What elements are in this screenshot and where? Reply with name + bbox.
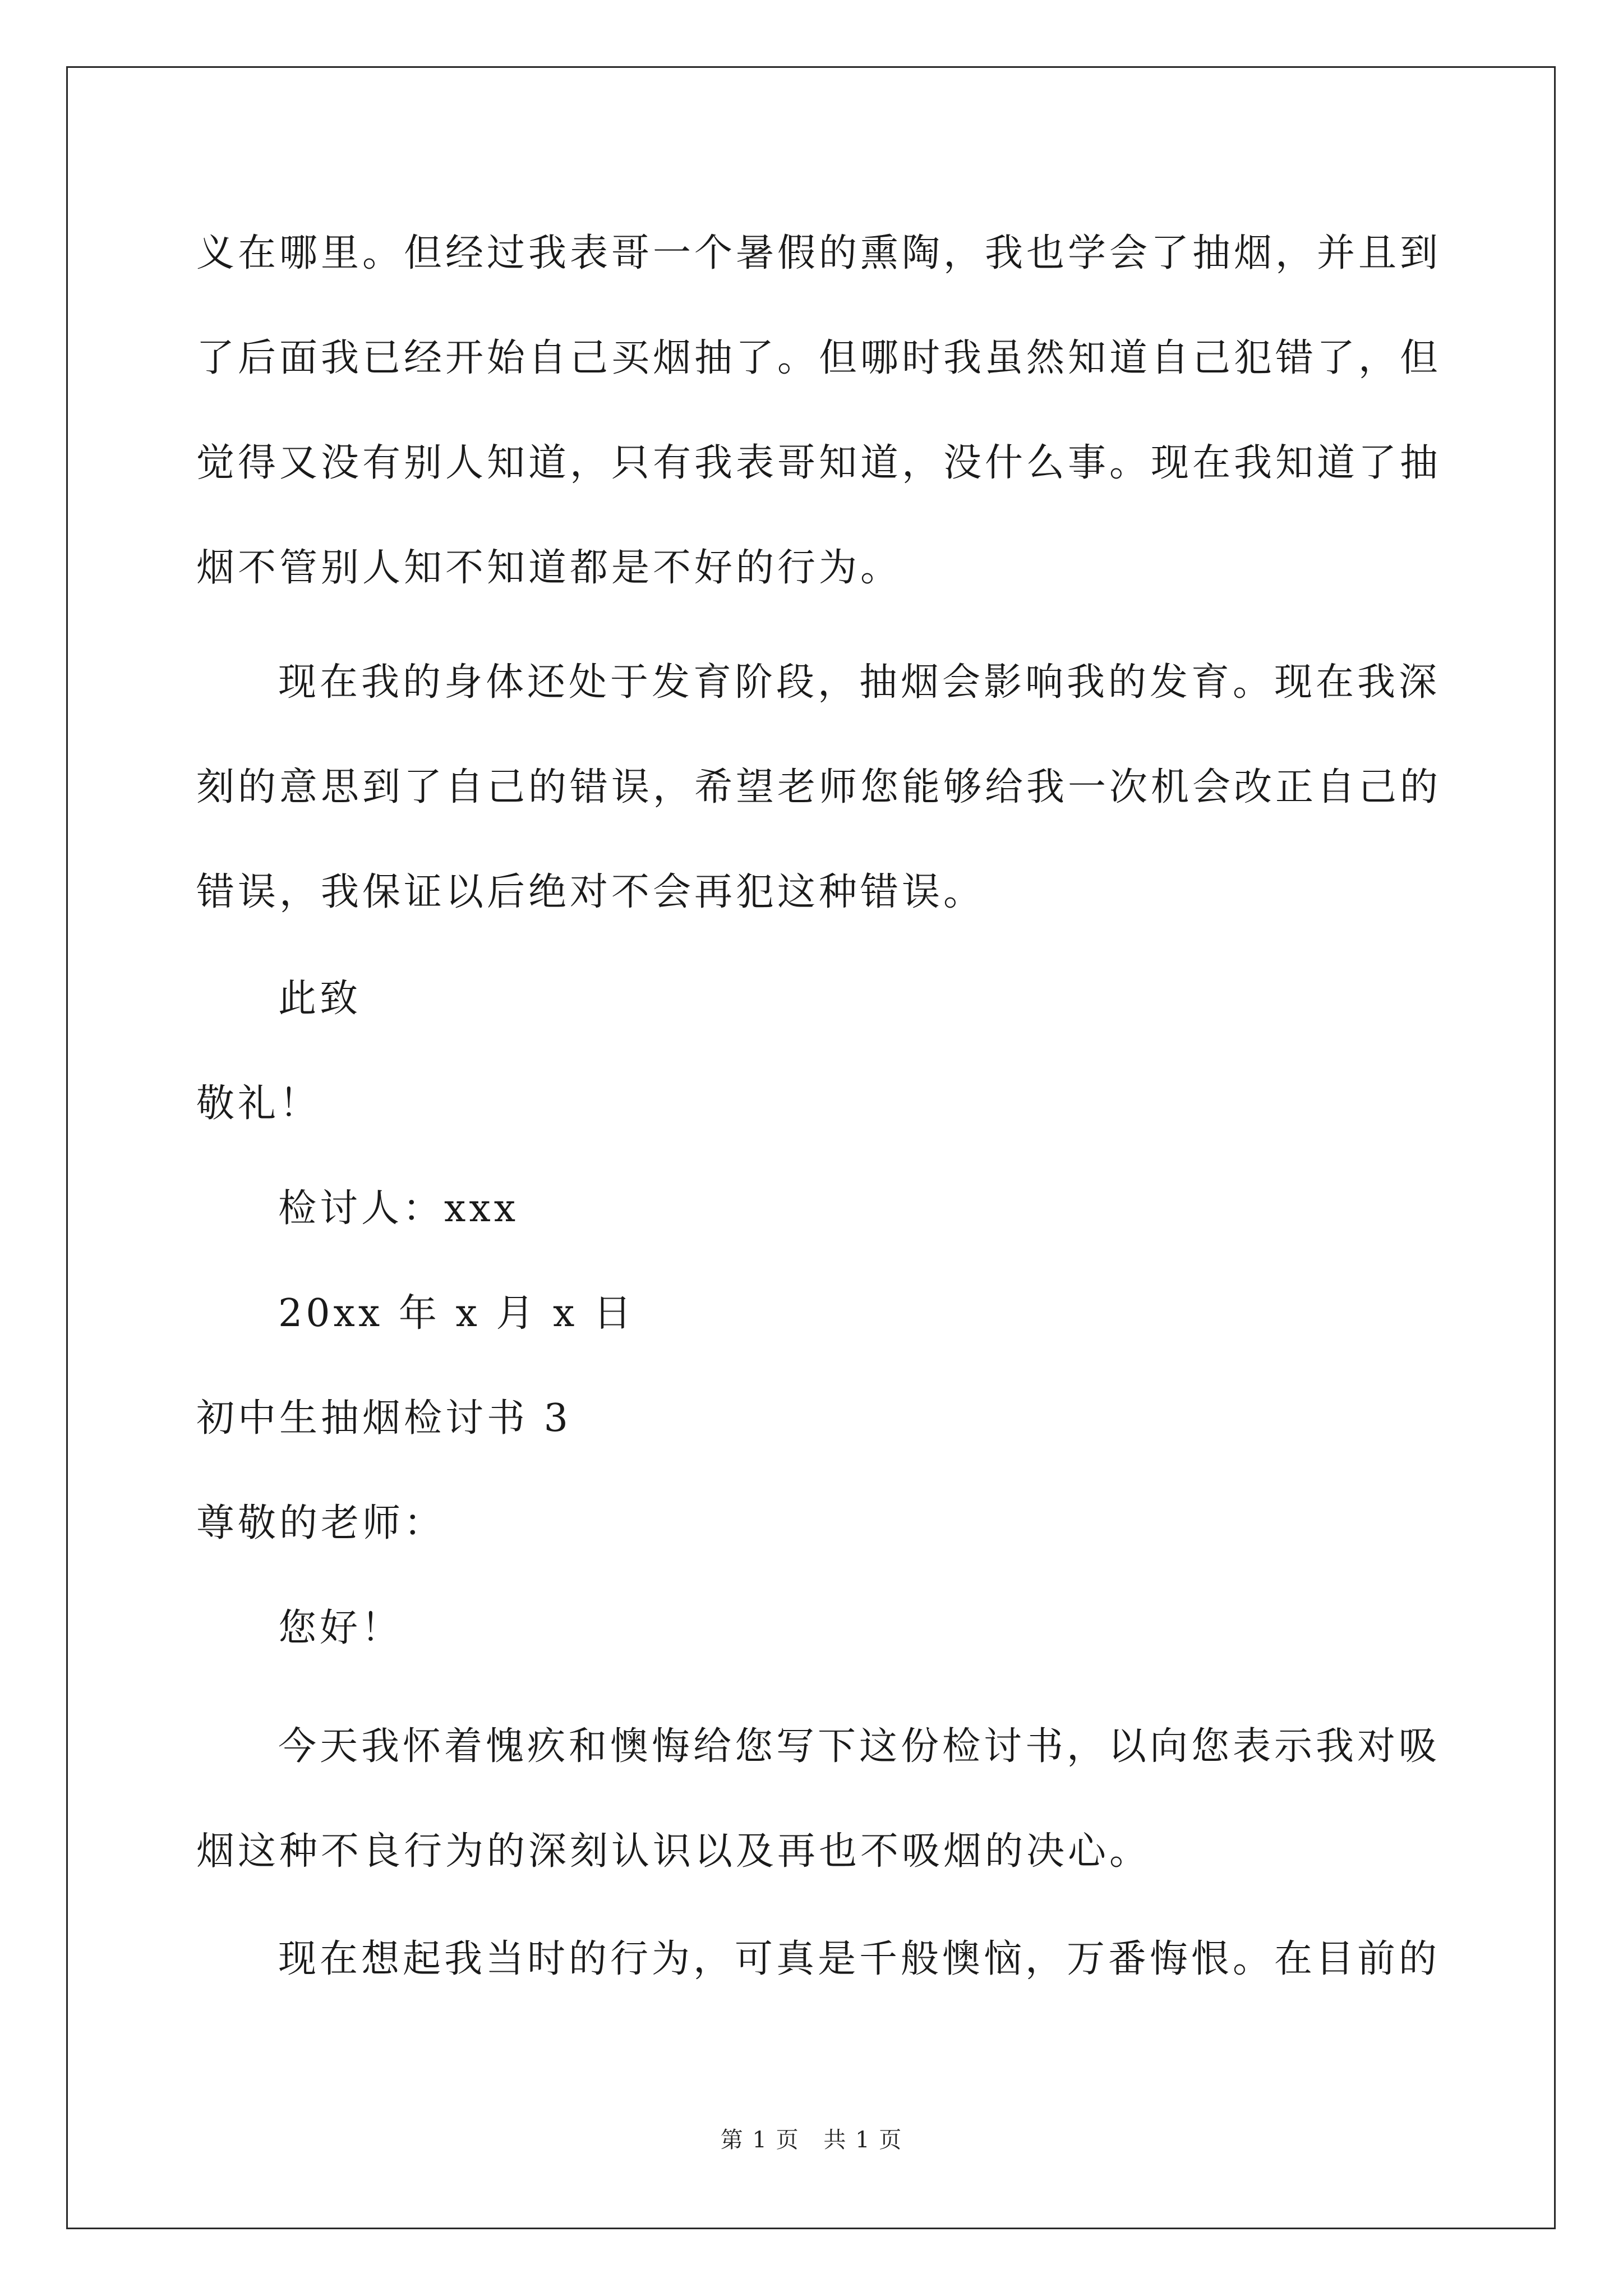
paragraph-line: 现在我的身体还处于发育阶段，抽烟会影响我的发育。现在我深 [278, 660, 1441, 705]
section-title: 初中生抽烟检讨书 3 [196, 1396, 571, 1441]
page-number: 第 1 页 [720, 2127, 800, 2153]
paragraph-line: 现在想起我当时的行为，可真是千般懊恼，万番悔恨。在目前的 [278, 1937, 1441, 1981]
date-line: 20xx 年 x 月 x 日 [278, 1291, 635, 1336]
paragraph-line: 了后面我已经开始自己买烟抽了。但哪时我虽然知道自己犯错了，但 [196, 336, 1442, 380]
paragraph-line: 刻的意思到了自己的错误，希望老师您能够给我一次机会改正自己的 [196, 765, 1442, 809]
page-total: 共 1 页 [823, 2127, 903, 2153]
closing-salutation: 此致 [278, 977, 362, 1021]
paragraph-line: 今天我怀着愧疚和懊悔给您写下这份检讨书，以向您表示我对吸 [278, 1724, 1441, 1769]
paragraph-line: 觉得又没有别人知道，只有我表哥知道，没什么事。现在我知道了抽 [196, 441, 1442, 485]
paragraph-line: 烟不管别人知不知道都是不好的行为。 [196, 546, 902, 590]
greeting: 您好！ [278, 1606, 403, 1650]
page-border [66, 66, 1556, 2229]
paragraph-line: 错误，我保证以后绝对不会再犯这种错误。 [196, 870, 985, 914]
greeting-addressee: 尊敬的老师： [196, 1501, 446, 1545]
paragraph-line: 义在哪里。但经过我表哥一个暑假的熏陶，我也学会了抽烟，并且到 [196, 231, 1442, 275]
page-footer [0, 2126, 1623, 2154]
signature-line: 检讨人：xxx [278, 1186, 519, 1231]
closing-regards: 敬礼！ [196, 1082, 321, 1126]
paragraph-line: 烟这种不良行为的深刻认识以及再也不吸烟的决心。 [196, 1829, 1151, 1874]
